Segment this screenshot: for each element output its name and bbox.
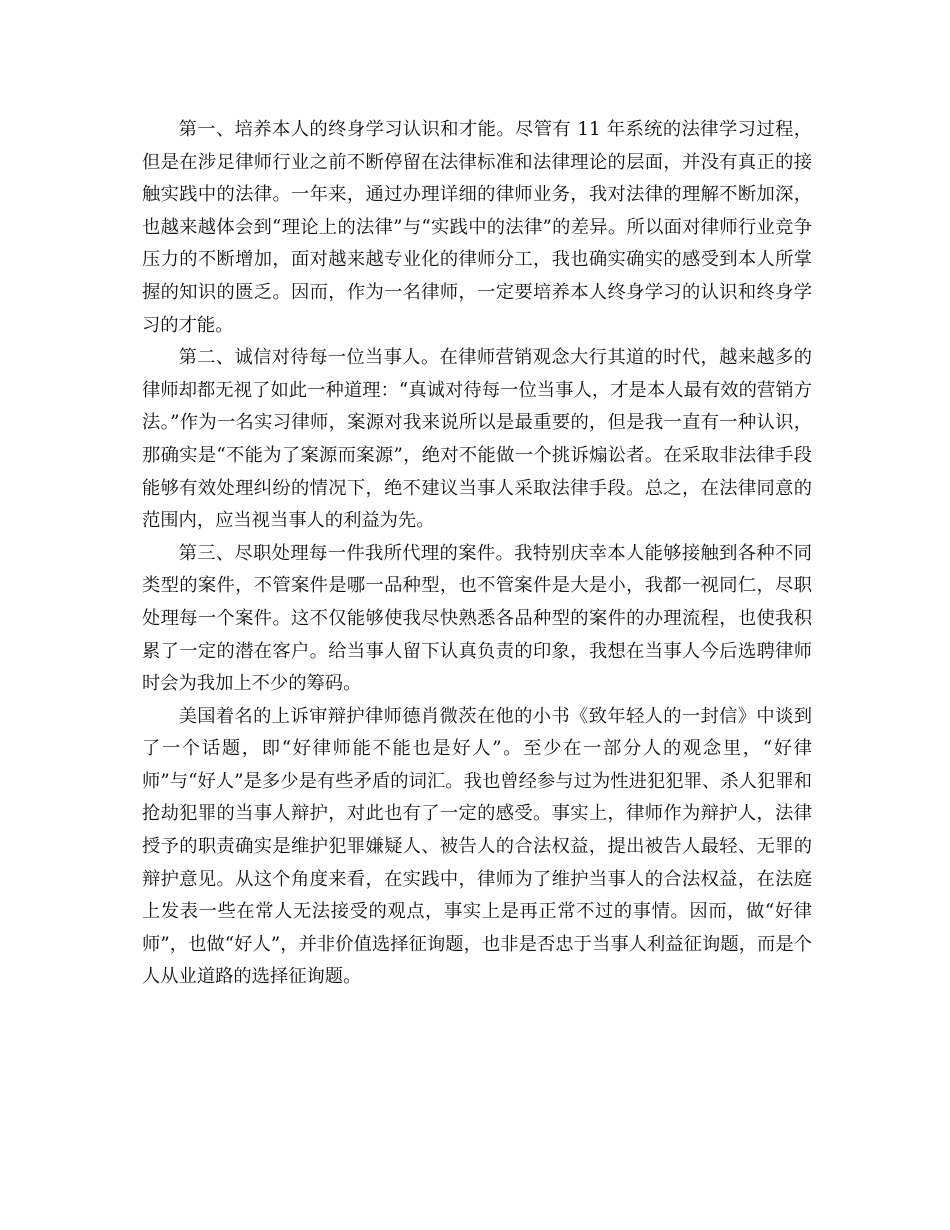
document-body	[142, 114, 812, 994]
paragraph-integrity: 第二、诚信对待每一位当事人。在律师营销观念大行其道的时代，越来越多的律师却都无视了如此一种道理：“真诚对待每一位当事人，才是本人最有效的营销方法。”作为一名实习律师，案源对我来说所以是最重要的，但是我一直有一种认识，那确实是“不能为了案源而案源”，绝对不能做一个挑诉煽讼者。在采取非法律手段能够有效处理纠纷的情况下，绝不建议当事人采取法律手段。总之，在法律同意的范围内，应当视当事人的利益为先。	[142, 347, 812, 532]
paragraph-diligence: 第三、尽职处理每一件我所代理的案件。我特别庆幸本人能够接触到各种不同类型的案件，不管案件是哪一品种型，也不管案件是大是小，我都一视同仁，尽职处理每一个案件。这不仅能够使我尽快熟悉各品种型的案件的办理流程，也使我积累了一定的潜在客户。给当事人留下认真负责的印象，我想在当事人今后选聘律师时会为我加上不少的筹码。	[142, 542, 812, 695]
paragraph-good-lawyer: 美国着名的上诉审辩护律师德肖微茨在他的小书《致年轻人的一封信》中谈到了一个话题，即“好律师能不能也是好人”。至少在一部分人的观念里，“好律师”与“好人”是多少是有些矛盾的词汇。我也曾经参与过为性进犯犯罪、杀人犯罪和抢劫犯罪的当事人辩护，对此也有了一定的感受。事实上，律师作为辩护人，法律授予的职责确实是维护犯罪嫌疑人、被告人的合法权益，提出被告人最轻、无罪的辩护意见。从这个角度来看，在实践中，律师为了维护当事人的合法权益，在法庭上发表一些在常人无法接受的观点，事实上是再正常不过的事情。因而，做“好律师”，也做“好人”，并非价值选择征询题，也非是否忠于当事人利益征询题，而是个人从业道路的选择征询题。	[142, 705, 812, 988]
paragraph-lifelong-learning: 第一、培养本人的终身学习认识和才能。尽管有 11 年系统的法律学习过程，但是在涉足律师行业之前不断停留在法律标准和法律理论的层面，并没有真正的接触实践中的法律。一年来，通过办理详细的律师业务，我对法律的理解不断加深，也越来越体会到“理论上的法律”与“实践中的法律”的差异。所以面对律师行业竞争压力的不断增加，面对越来越专业化的律师分工，我也确实确实的感受到本人所掌握的知识的匮乏。因而，作为一名律师，一定要培养本人终身学习的认识和终身学习的才能。	[142, 119, 812, 336]
